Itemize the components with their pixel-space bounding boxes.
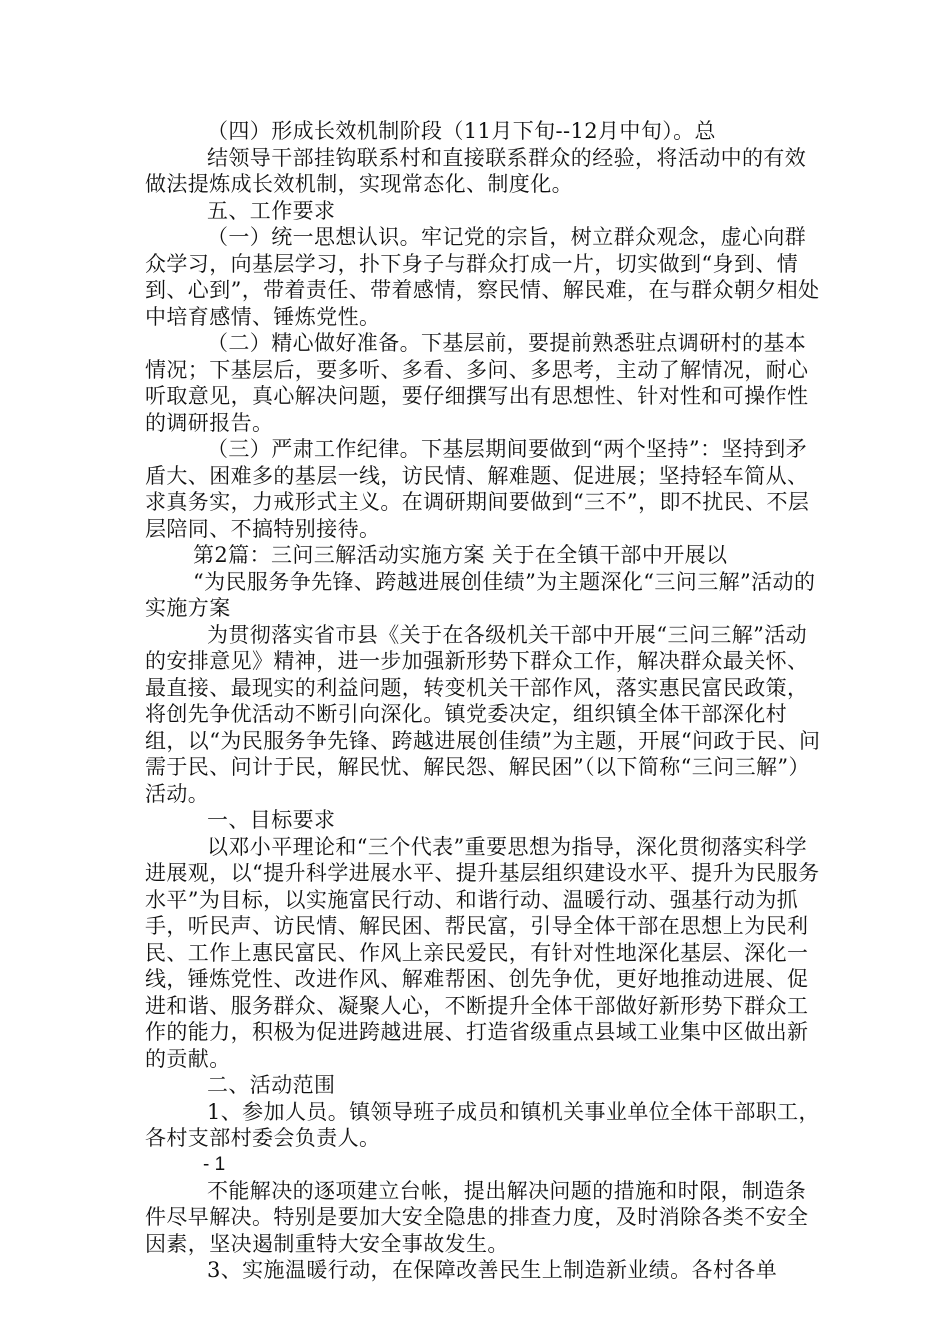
paragraph-participants: 1、参加人员。镇领导班子成员和镇机关事业单位全体干部职工，各村支部村委会负责人。 bbox=[145, 1099, 820, 1150]
paragraph-ledger: 不能解决的逐项建立台帐，提出解决问题的措施和时限，制造条件尽早解决。特别是要加大安全隐患的排查力度，及时消除各类不安全因素，坚决遏制重特大安全事故发生。 bbox=[145, 1178, 809, 1256]
page-number: - 1 bbox=[203, 1153, 226, 1175]
heading-scope: 二、活动范围 bbox=[207, 1073, 336, 1097]
heading-work-requirements: 五、工作要求 bbox=[207, 198, 336, 223]
paragraph-goals: 以邓小平理论和“三个代表”重要思想为指导，深化贯彻落实科学进展观，以“提升科学进展水平、提升基层组织建设水平、提升为民服务水平”为目标，以实施富民行动、和谐行动、温暖行动、强基行动为抓手，听民声、访民情、解民困、帮民富，引导全体干部在思想上为民利民、工作上惠民富民、作风上亲民爱民，有针对性地深化基层、深化一线，锤炼党性、改进作风、解难帮困、创先争优，更好地推动进展、促进和谐、服务群众、凝聚人心，不断提升全体干部做好新形势下群众工作的能力，积极为促进跨越进展、打造省级重点县域工业集中区做出新的贡献。 bbox=[145, 834, 820, 1071]
paragraph-warmth-action: 3、实施温暖行动，在保障改善民生上制造新业绩。各村各单 bbox=[207, 1258, 778, 1282]
paragraph-purpose: 为贯彻落实省市县《关于在各级机关干部中开展“三问三解”活动的安排意见》精神，进一步加强新形势下群众工作，解决群众最关怀、最直接、最现实的利益问题，转变机关干部作风，落实惠民富民政策，将创先争优活动不断引向深化。镇党委决定，组织镇全体干部深化村组，以“为民服务争先锋、跨越进展创佳绩”为主题，开展“问政于民、问需于民、问计于民，解民忧、解民怨、解民困”（以下简称“三问三解”）活动。 bbox=[145, 622, 821, 806]
paragraph-discipline: （三）严肃工作纪律。下基层期间要做到“两个坚持”：坚持到矛盾大、困难多的基层一线，访民情、解难题、促进展；坚持轻车简从、求真务实，力戒形式主义。在调研期间要做到“三不”，即不扰民、不层层陪同、不搞特别接待。 bbox=[145, 437, 810, 541]
heading-goals: 一、目标要求 bbox=[207, 808, 336, 832]
paragraph-unify-thinking: （一）统一思想认识。牢记党的宗旨，树立群众观念，虚心向群众学习，向基层学习，扑下身子与群众打成一片，切实做到“身到、情到、心到”，带着责任、带着感情，察民情、解民难，在与群众朝夕相处中培育感情、锤炼党性。 bbox=[145, 225, 820, 329]
article-two-title: 第2篇：三问三解活动实施方案 关于在全镇干部中开展以 bbox=[193, 543, 728, 567]
article-two-subtitle: “为民服务争先锋、跨越进展创佳绩”为主题深化“三问三解”活动的实施方案 bbox=[145, 569, 816, 620]
paragraph-phase-four-body: 结领导干部挂钩联系村和直接联系群众的经验，将活动中的有效做法提炼成长效机制，实现常态化、制度化。 bbox=[145, 145, 807, 196]
document-body bbox=[145, 118, 821, 1284]
paragraph-phase-four: （四）形成长效机制阶段（11月下旬--12月中旬）。总 bbox=[207, 119, 716, 143]
paragraph-prepare: （二）精心做好准备。下基层前，要提前熟悉驻点调研村的基本情况；下基层后，要多听、多看、多问、多思考，主动了解情况，耐心听取意见，真心解决问题，要仔细撰写出有思想性、针对性和可操作性的调研报告。 bbox=[145, 331, 809, 435]
